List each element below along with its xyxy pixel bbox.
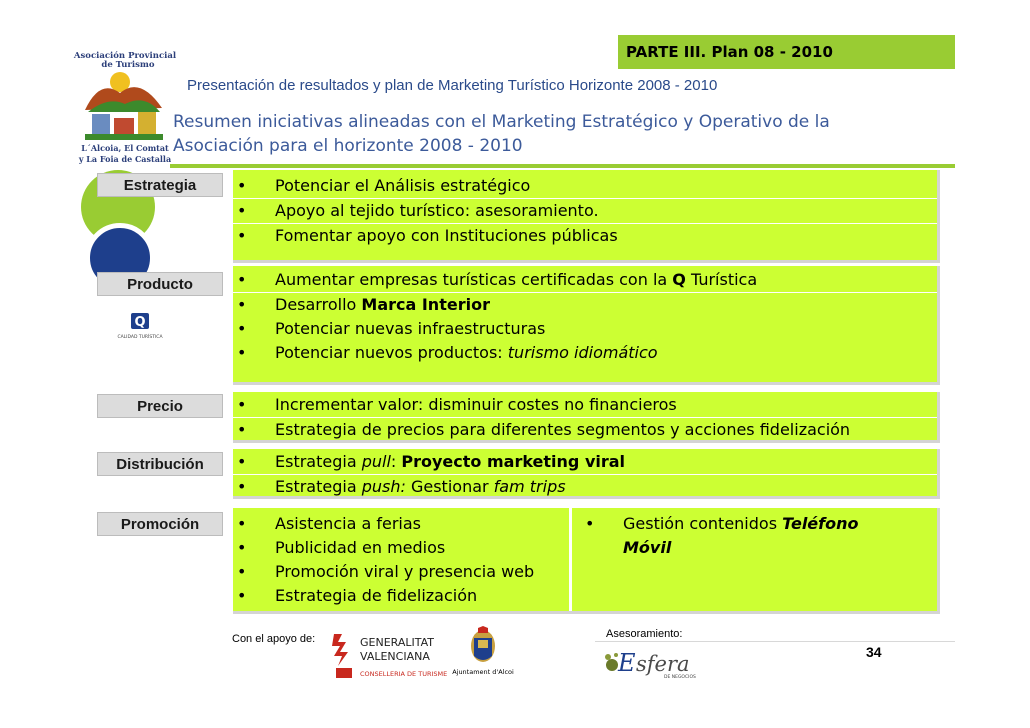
distribucion-list (233, 450, 937, 499)
promocion-column-divider (569, 508, 572, 611)
list-item: • Apoyo al tejido turístico: asesoramiento. (233, 199, 937, 224)
list-item: • Promoción viral y presencia web (237, 562, 535, 581)
ajuntament-alcoi-logo (452, 626, 514, 678)
list-item: • Fomentar apoyo con Instituciones públicas (237, 226, 618, 245)
list-item: • Estrategia de precios para diferentes segmentos y acciones fidelización (237, 420, 851, 439)
apoyo-label: Con el apoyo de: (232, 633, 316, 645)
page-title (173, 110, 893, 158)
promocion-box (233, 508, 940, 614)
list-item: • Aumentar empresas turísticas certificadas con la Q Turística (233, 268, 937, 293)
svg-text:CONSELLERIA DE TURISME: CONSELLERIA DE TURISME (360, 670, 448, 678)
precio-list (233, 393, 937, 442)
svg-text:Asociación Provincial: Asociación Provincial (73, 51, 177, 61)
footer-divider (595, 641, 955, 642)
category-precio: Precio (97, 394, 223, 418)
list-item: • Gestión contenidos Teléfono (585, 514, 859, 533)
svg-text:sfera: sfera (636, 652, 690, 676)
section-header-badge: PARTE III. Plan 08 - 2010 (618, 35, 955, 69)
presentation-subtitle: Presentación de resultados y plan de Marketing Turístico Horizonte 2008 - 2010 (187, 77, 718, 94)
svg-text:Ajuntament d'Alcoi: Ajuntament d'Alcoi (452, 668, 514, 676)
category-producto: Producto (97, 272, 223, 296)
svg-text:DE NEGOCIOS: DE NEGOCIOS (664, 675, 696, 680)
producto-box (233, 266, 940, 385)
list-item: • Estrategia push: Gestionar fam trips (237, 477, 566, 496)
category-estrategia: Estrategia (97, 173, 223, 197)
svg-text:E: E (618, 649, 636, 677)
svg-text:CALIDAD TURÍSTICA: CALIDAD TURÍSTICA (117, 335, 163, 340)
estrategia-box (233, 170, 940, 263)
q-calidad-turistica-logo (111, 312, 169, 342)
esfera-de-negocios-logo (602, 643, 702, 679)
svg-text:GENERALITAT: GENERALITAT (360, 636, 435, 649)
list-item: • Estrategia de fidelización (237, 586, 478, 605)
svg-text:VALENCIANA: VALENCIANA (360, 650, 430, 663)
list-item: • Incrementar valor: disminuir costes no financieros (233, 393, 937, 418)
producto-list (233, 268, 937, 365)
category-promocion: Promoción (97, 512, 223, 536)
page-title-line-2: Asociación para el horizonte 2008 - 2010 (173, 136, 523, 156)
svg-text:Q: Q (134, 315, 146, 330)
list-item: • Publicidad en medios (237, 538, 446, 557)
list-item: • Asistencia a ferias (237, 514, 421, 533)
svg-text:L´Alcoia, El Comtat: L´Alcoia, El Comtat (81, 143, 169, 153)
page-number: 34 (866, 644, 882, 660)
distribucion-box (233, 449, 940, 499)
svg-text:de Turismo: de Turismo (101, 60, 155, 70)
list-item: • Potenciar nuevas infraestructuras (237, 319, 546, 338)
list-item: • Potenciar el Análisis estratégico (233, 174, 937, 199)
header-divider (170, 164, 955, 168)
category-distribucion: Distribución (97, 452, 223, 476)
list-item: • Potenciar nuevos productos: turismo idiomático (237, 343, 658, 362)
promocion-list-right (581, 512, 858, 560)
association-logo (73, 48, 177, 168)
list-item: • Estrategia pull: Proyecto marketing viral (233, 450, 937, 475)
estrategia-list (233, 174, 937, 248)
list-item-continuation: Móvil (623, 538, 672, 557)
asesoramiento-label: Asesoramiento: (606, 628, 683, 640)
precio-box (233, 392, 940, 443)
svg-text:y La Foia de Castalla: y La Foia de Castalla (78, 154, 172, 164)
page-title-line-1: Resumen iniciativas alineadas con el Marketing Estratégico y Operativo de la (173, 112, 830, 132)
promocion-list-left (233, 512, 534, 608)
list-item: • Desarrollo Marca Interior (237, 295, 490, 314)
generalitat-valenciana-logo (330, 628, 448, 684)
